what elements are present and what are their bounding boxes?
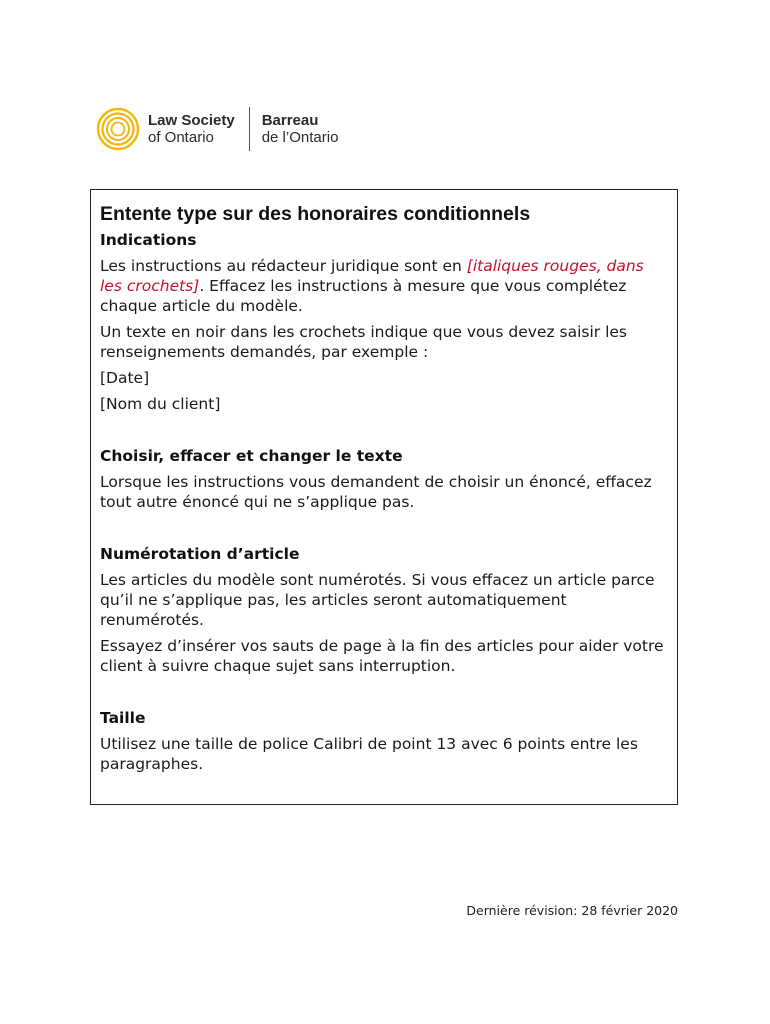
- numbering-heading: Numérotation d’article: [100, 545, 300, 563]
- numbering-paragraph-1: Les articles du modèle sont numérotés. Si vous effacez un article parce qu’il ne s’applique pas, les articles seront automatiquement renumérotés.: [100, 571, 655, 629]
- example-date: [Date]: [100, 369, 150, 387]
- section-spacer: [100, 518, 667, 544]
- document-title: Entente type sur des honoraires conditionnels: [100, 203, 531, 225]
- concentric-rings-logo-icon: [96, 107, 140, 151]
- logo-en-line1: Law Society: [148, 112, 235, 129]
- numbering-paragraph-2: Essayez d’insérer vos sauts de page à la fin des articles pour aider votre client à suivre chaque sujet sans interruption.: [100, 637, 664, 675]
- logo-french-name: [262, 112, 339, 146]
- indications-paragraph-1: [100, 256, 667, 316]
- instructions-box: [90, 189, 678, 805]
- indications-paragraph-2: Un texte en noir dans les crochets indique que vous devez saisir les renseignements demandés, par exemple :: [100, 323, 627, 361]
- example-client-name: [Nom du client]: [100, 395, 221, 413]
- section-spacer: [100, 682, 667, 708]
- logo-fr-line2: de l’Ontario: [261, 129, 339, 146]
- choose-heading: Choisir, effacer et changer le texte: [100, 447, 403, 465]
- indications-p1-red-text: [italiques rouges, dans les crochets]: [100, 257, 644, 295]
- logo-english-name: [148, 112, 235, 146]
- indications-heading: Indications: [100, 231, 197, 249]
- logo-divider: [249, 107, 250, 151]
- law-society-logo: [96, 104, 338, 154]
- logo-fr-line1: Barreau: [261, 112, 319, 129]
- size-heading: Taille: [100, 709, 146, 727]
- size-paragraph-1: Utilisez une taille de police Calibri de point 13 avec 6 points entre les paragraphes.: [100, 735, 638, 773]
- logo-en-line2: of Ontario: [148, 129, 214, 146]
- revision-date: Dernière révision: 28 février 2020: [466, 903, 678, 918]
- indications-p1-before: Les instructions au rédacteur juridique sont en: [100, 257, 467, 275]
- indications-p1-after: . Effacez les instructions à mesure que vous complétez chaque article du modèle.: [100, 277, 627, 315]
- section-spacer: [100, 420, 667, 446]
- choose-paragraph-1: Lorsque les instructions vous demandent de choisir un énoncé, effacez tout autre énoncé qui ne s’applique pas.: [100, 473, 652, 511]
